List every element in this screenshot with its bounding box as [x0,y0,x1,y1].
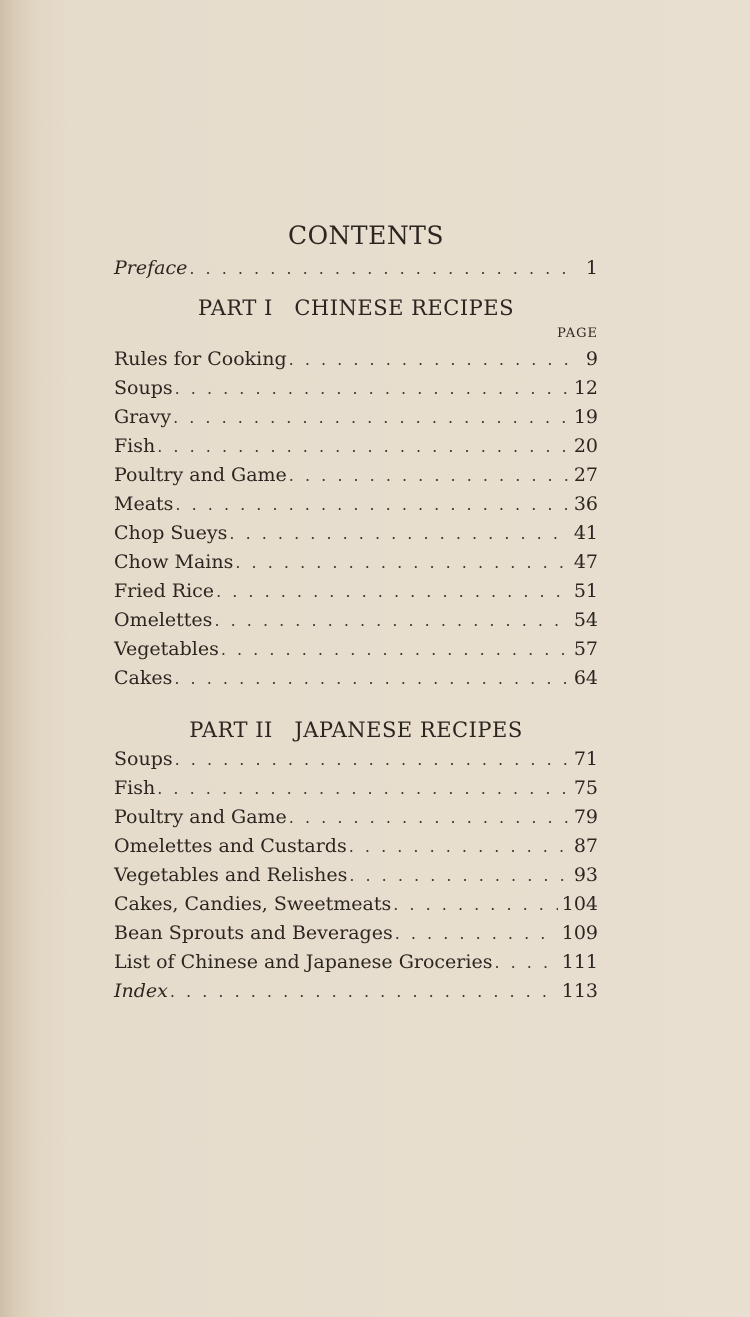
toc-row [114,490,598,519]
toc-entry-page: 87 [573,835,598,857]
toc-row [114,606,598,635]
page-column-label: PAGE [557,326,598,341]
toc-entry-title: Poultry and Game [114,806,287,828]
toc-entry-page: 51 [573,580,598,602]
toc-entry-title: Index [114,980,168,1002]
table-of-contents [114,218,598,1006]
toc-entry-title: Soups [114,748,173,770]
toc-entry-page: 75 [573,777,598,799]
toc-row [114,803,598,832]
toc-entry-page: 36 [573,493,598,515]
toc-row [114,861,598,890]
toc-entry-page: 111 [561,951,598,973]
toc-entry-title: Chop Sueys [114,522,228,544]
toc-entry-title: Poultry and Game [114,464,287,486]
dot-leader [174,664,569,693]
toc-entry-title: Omelettes [114,609,213,631]
toc-entry-page: 9 [585,348,598,370]
toc-row [114,832,598,861]
part-2-entries [114,745,598,977]
toc-row-preface [114,254,598,283]
toc-entry-title: List of Chinese and Japanese Groceries [114,951,493,973]
toc-entry-title: Fish [114,777,156,799]
dot-leader [157,432,570,461]
toc-row [114,774,598,803]
toc-entry-page: 12 [573,377,598,399]
toc-row [114,432,598,461]
toc-entry-page: 113 [561,980,598,1002]
toc-entry-title: Rules for Cooking [114,348,287,370]
part-2-title: PART II JAPANESE RECIPES [189,718,523,742]
dot-leader [170,977,558,1006]
toc-entry-page: 27 [573,464,598,486]
dot-leader [393,890,557,919]
dot-leader [173,403,570,432]
dot-leader [216,577,570,606]
toc-row-index [114,977,598,1006]
toc-row [114,890,598,919]
toc-entry-page: 79 [573,806,598,828]
toc-entry-title: Preface [114,257,188,279]
toc-row [114,664,598,693]
dot-leader [494,948,557,977]
toc-entry-title: Gravy [114,406,172,428]
toc-entry-title: Bean Sprouts and Beverages [114,922,393,944]
toc-entry-page: 54 [573,609,598,631]
dot-leader [349,861,569,890]
toc-entry-page: 19 [573,406,598,428]
toc-entry-title: Fried Rice [114,580,215,602]
toc-entry-page: 71 [573,748,598,770]
toc-row [114,403,598,432]
dot-leader [289,461,570,490]
dot-leader [157,774,570,803]
toc-entry-title: Soups [114,377,173,399]
toc-row [114,461,598,490]
toc-entry-title: Fish [114,435,156,457]
contents-heading: CONTENTS [287,221,445,250]
toc-entry-title: Omelettes and Custards [114,835,347,857]
toc-entry-page: 41 [573,522,598,544]
dot-leader [289,803,570,832]
toc-row [114,374,598,403]
dot-leader [214,606,569,635]
dot-leader [229,519,569,548]
dot-leader [235,548,569,577]
toc-row [114,548,598,577]
toc-row [114,345,598,374]
toc-entry-title: Chow Mains [114,551,234,573]
dot-leader [349,832,570,861]
toc-entry-page: 47 [573,551,598,573]
dot-leader [175,490,569,519]
toc-row [114,519,598,548]
toc-entry-page: 64 [573,667,598,689]
part-1-entries [114,345,598,693]
toc-entry-title: Cakes, Candies, Sweetmeats [114,893,392,915]
dot-leader [175,374,570,403]
dot-leader [189,254,576,283]
toc-entry-page: 109 [561,922,598,944]
dot-leader [395,919,558,948]
toc-entry-title: Vegetables [114,638,219,660]
toc-entry-page: 57 [573,638,598,660]
dot-leader [221,635,570,664]
toc-row [114,635,598,664]
toc-entry-title: Vegetables and Relishes [114,864,348,886]
toc-row [114,919,598,948]
toc-entry-title: Cakes [114,667,173,689]
toc-entry-page: 20 [573,435,598,457]
toc-entry-page: 104 [561,893,598,915]
toc-row [114,948,598,977]
dot-leader [289,345,576,374]
part-1-title: PART I CHINESE RECIPES [198,296,514,320]
toc-entry-title: Meats [114,493,174,515]
toc-row [114,577,598,606]
toc-entry-page: 93 [573,864,598,886]
toc-row [114,745,598,774]
dot-leader [175,745,570,774]
toc-entry-page: 1 [585,257,598,279]
